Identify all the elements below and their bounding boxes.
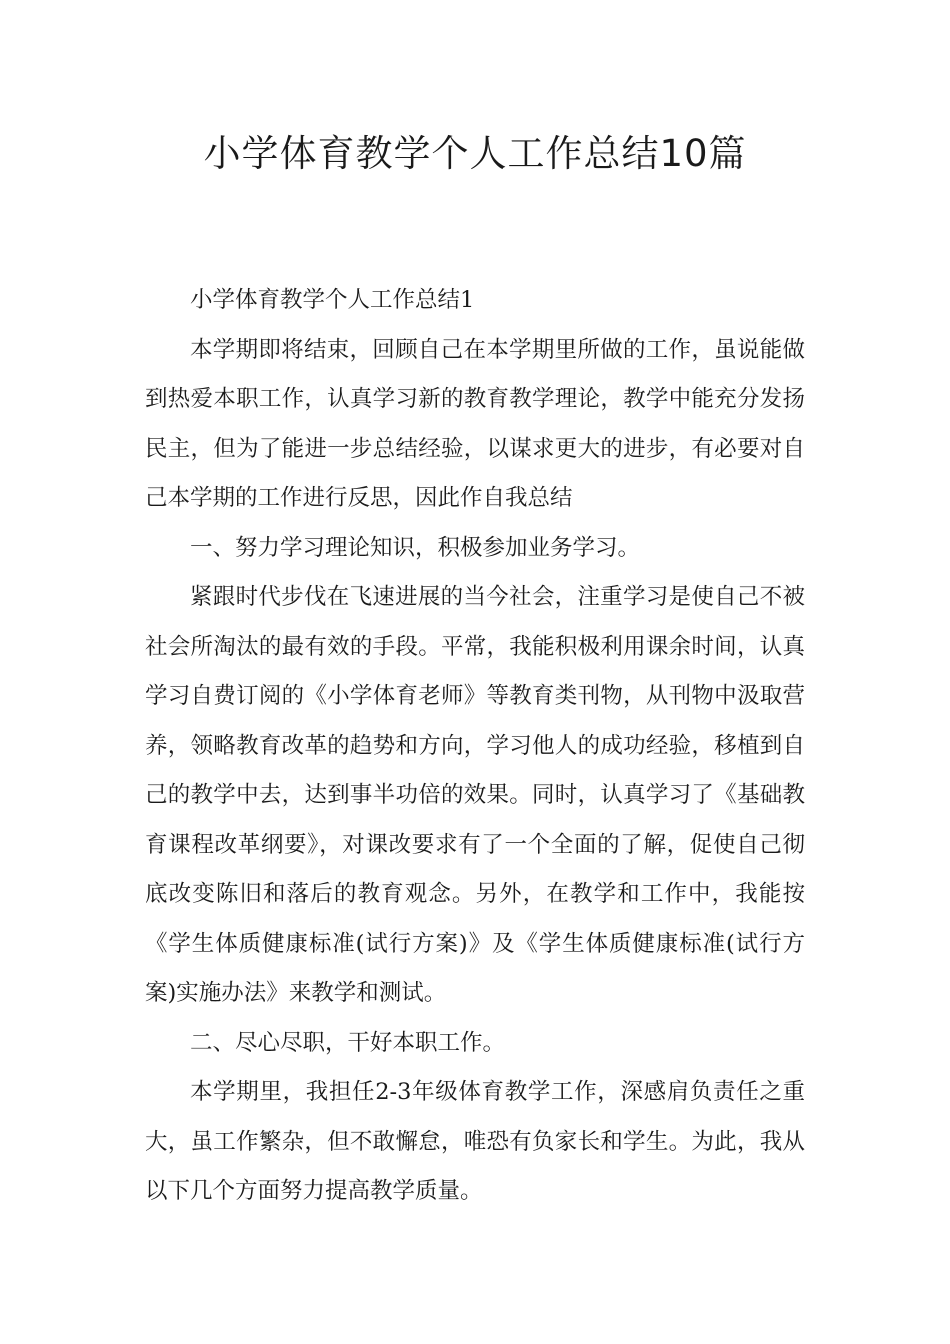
section-heading: 二、尽心尽职，干好本职工作。	[190, 1029, 506, 1056]
paragraph: 本学期即将结束，回顾自己在本学期里所做的工作，虽说能做到热爱本职工作，认真学习新的教育教学理论，教学中能充分发扬民主，但为了能进一步总结经验，以谋求更大的进步，有必要对自己本学期的工作进行反思，因此作自我总结	[145, 336, 805, 511]
paragraph: 本学期里，我担任2-3年级体育教学工作，深感肩负责任之重大，虽工作繁杂，但不敢懈怠，唯恐有负家长和学生。为此，我从以下几个方面努力提高教学质量。	[145, 1079, 805, 1204]
document-title: 小学体育教学个人工作总结10篇	[203, 132, 747, 175]
paragraph: 紧跟时代步伐在飞速进展的当今社会，注重学习是使自己不被社会所淘汰的最有效的手段。平常，我能积极利用课余时间，认真学习自费订阅的《小学体育老师》等教育类刊物，从刊物中汲取营养，领略教育改革的趋势和方向，学习他人的成功经验，移植到自己的教学中去，达到事半功倍的效果。同时，认真学习了《基础教育课程改革纲要》，对课改要求有了一个全面的了解，促使自己彻底改变陈旧和落后的教育观念。另外，在教学和工作中，我能按《学生体质健康标准(试行方案)》及《学生体质健康标准(试行方案)实施办法》来教学和测试。	[145, 584, 805, 1006]
section-heading: 一、努力学习理论知识，积极参加业务学习。	[190, 534, 641, 561]
section-heading: 小学体育教学个人工作总结1	[190, 287, 475, 313]
document-body	[145, 276, 805, 1217]
